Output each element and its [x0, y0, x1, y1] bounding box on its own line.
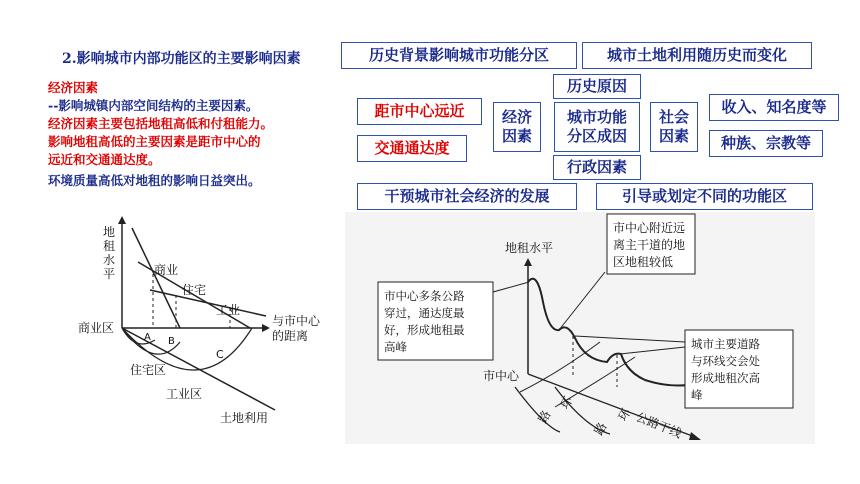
- ring1-char-a: 环: [557, 394, 576, 412]
- box-history-reason: 历史原因: [553, 74, 641, 99]
- text-line-1: --影响城镇内部空间结构的主要因素。: [48, 98, 259, 113]
- box-social-factor-line2: 因素: [658, 127, 689, 145]
- text-line-2: 经济因素主要包括地租高低和付租能力。: [48, 116, 274, 131]
- box-economic-factor: [493, 102, 541, 152]
- callout-top-line3: 区地租较低: [613, 255, 674, 269]
- box-function-zone-line1: 城市功能: [566, 108, 627, 126]
- label-b: B: [168, 336, 175, 347]
- ylabel-char-2: 租: [103, 239, 116, 253]
- callout-left-line1: 市中心多条公路: [384, 289, 465, 303]
- callout-left-line4: 高峰: [384, 340, 407, 354]
- label-c: C: [216, 348, 224, 361]
- label-industry: 工业: [216, 303, 241, 317]
- ring1-char-b: 路: [535, 408, 554, 426]
- box-traffic: 交通通达度: [357, 135, 467, 162]
- callout-top-line2: 离主干道的地: [613, 238, 686, 252]
- economic-heading: 经济因素: [48, 80, 99, 95]
- xlabel-line1: 与市中心: [272, 314, 321, 328]
- rent-level-label: 地租水平: [505, 241, 554, 255]
- callout-left-line2: 穿过，通达度最: [384, 306, 465, 320]
- ring2-char-b: 路: [591, 420, 610, 438]
- box-admin: 行政因素: [553, 155, 641, 180]
- box-income: 收入、知名度等: [709, 94, 839, 121]
- box-economic-factor-line1: 经济: [501, 108, 532, 126]
- xlabel-line2: 的距离: [272, 329, 309, 343]
- box-race: 种族、宗教等: [709, 130, 823, 157]
- label-industrial-zone: 工业区: [166, 387, 203, 401]
- box-social-factor-line1: 社会: [658, 108, 689, 126]
- rent-surface-diagram: [345, 212, 855, 452]
- highway-label: 公路干线: [633, 409, 684, 441]
- callout-right-line4: 峰: [691, 388, 703, 402]
- label-residential-zone: 住宅区: [130, 363, 167, 377]
- box-social-factor: [650, 102, 698, 152]
- x-axis-arrow: [262, 324, 270, 332]
- box-function-zone-cause: [554, 102, 640, 152]
- label-commerce: 商业: [154, 263, 179, 277]
- box-function-zone-line2: 分区成因: [566, 127, 627, 145]
- text-line-4: 远近和交通通达度。: [48, 152, 161, 167]
- city-center-label: 市中心: [483, 369, 520, 383]
- callout-right-line3: 形成地租次高: [691, 371, 760, 385]
- commerce-bid-line: [132, 228, 180, 328]
- label-residential: 住宅: [182, 283, 207, 297]
- box-economic-factor-line2: 因素: [501, 127, 532, 145]
- y-axis-arrow: [118, 216, 126, 224]
- ylabel-char-3: 水: [103, 253, 116, 267]
- ylabel-char-4: 平: [103, 267, 116, 281]
- ylabel-char-1: 地: [103, 225, 116, 239]
- box-guide: 引导或划定不同的功能区: [596, 183, 813, 210]
- box-history-background: 历史背景影响城市功能分区: [341, 42, 577, 69]
- callout-right-line2: 与环线交会处: [691, 354, 760, 368]
- box-intervene: 干预城市社会经济的发展: [357, 183, 577, 210]
- box-land-use-change: 城市土地利用随历史而变化: [582, 42, 812, 69]
- box-distance: 距市中心远近: [357, 98, 482, 125]
- text-line-3: 影响地租高低的主要因素是距市中心的: [48, 134, 261, 149]
- section-title: 2.影响城市内部功能区的主要影响因素: [62, 51, 301, 67]
- label-land-use: 土地利用: [220, 411, 269, 425]
- label-commerce-zone: 商业区: [78, 321, 115, 335]
- callout-top-line1: 市中心附近远: [613, 221, 686, 235]
- callout-right-line1: 城市主要道路: [691, 337, 760, 351]
- label-a: A: [144, 332, 151, 343]
- bid-rent-diagram: [70, 212, 350, 437]
- ring2-char-a: 环: [615, 406, 634, 424]
- callout-left-line3: 好，形成地租最: [384, 323, 465, 337]
- text-line-5: 环境质量高低对地租的影响日益突出。: [48, 173, 261, 188]
